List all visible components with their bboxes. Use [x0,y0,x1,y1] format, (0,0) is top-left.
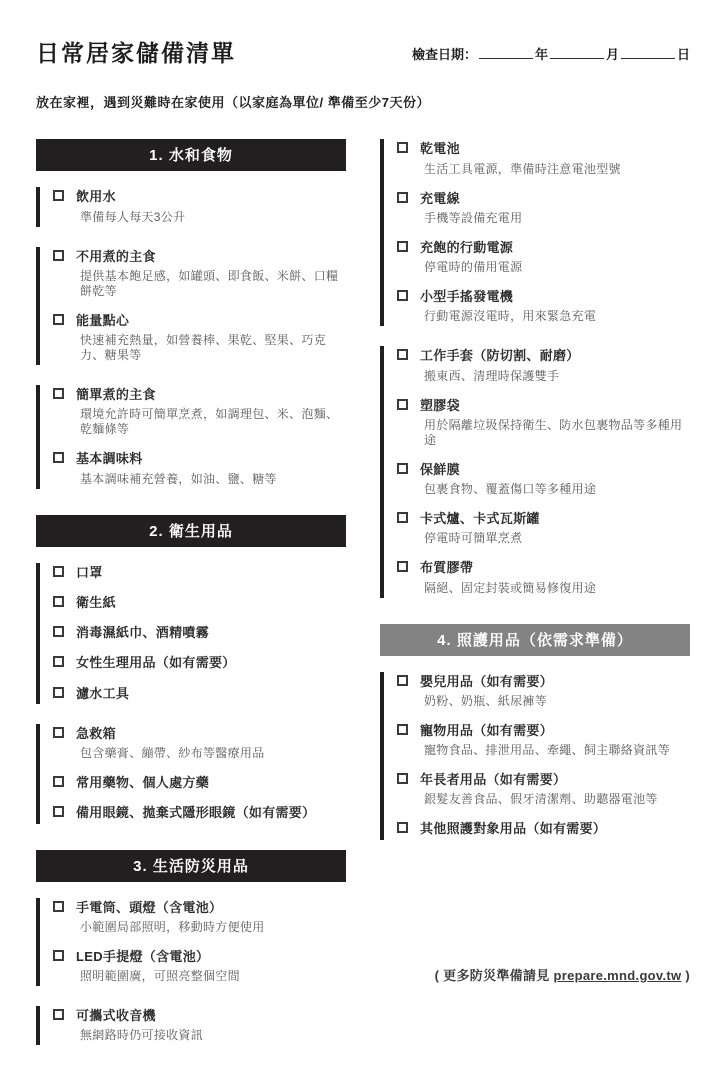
item-title: 手電筒、頭燈（含電池） [76,899,223,915]
item-desc: 生活工具電源，準備時注意電池型號 [424,161,621,176]
checkbox[interactable] [397,192,408,203]
checklist-item [397,674,690,709]
checklist-group [36,187,346,226]
item-title: 備用眼鏡、拋棄式隱形眼鏡（如有需要） [76,805,316,821]
checklist-group [380,346,690,597]
checklist-item-row [53,595,346,611]
checklist-item-row [397,289,690,305]
checklist-item-row [397,821,690,837]
item-title: 塑膠袋 [420,397,460,413]
checkbox[interactable] [53,950,64,961]
group-accent-bar [36,563,40,704]
checklist-item-row [397,141,690,157]
subtitle: 放在家裡，遇到災難時在家使用（以家庭為單位/ 準備至少7天份） [36,95,430,111]
checkbox[interactable] [397,561,408,572]
group-items [53,247,346,366]
checkbox[interactable] [397,675,408,686]
checklist-item-row [53,313,346,329]
checklist-item-row [53,655,346,671]
item-title: 能量點心 [76,312,130,328]
checklist-group [380,672,690,840]
item-title: 濾水工具 [76,685,130,701]
date-month-blank [550,47,604,59]
group-accent-bar [36,385,40,489]
checklist-item-row [53,565,346,581]
page-title: 日常居家儲備清單 [36,40,236,66]
item-desc: 無網路時仍可接收資訊 [80,1028,204,1043]
checklist-group [36,563,346,704]
checklist-group [36,724,346,824]
item-title: 充飽的行動電源 [420,239,514,255]
checklist-item-row [397,191,690,207]
item-desc: 手機等設備充電用 [424,210,523,225]
footer-suffix: ) [681,968,690,983]
checkbox[interactable] [53,596,64,607]
checklist-item [53,625,346,641]
item-desc: 銀髮友善食品、假牙清潔劑、助聽器電池等 [424,792,658,807]
item-desc: 提供基本飽足感，如罐頭、即食飯、米餅、口糧餅乾等 [80,268,339,298]
item-title: 可攜式收音機 [76,1008,156,1024]
footer-link[interactable]: prepare.mnd.gov.tw [553,968,682,983]
item-desc: 隔絕、固定封裝或簡易修復用途 [424,580,597,595]
group-accent-bar [36,247,40,366]
item-desc: 停電時的備用電源 [424,260,523,275]
checkbox[interactable] [53,776,64,787]
checklist-item [397,141,690,176]
section-header: 1. 水和食物 [36,139,346,171]
checklist-item [397,560,690,595]
item-title: 常用藥物、個人處方藥 [76,775,210,791]
checkbox[interactable] [397,773,408,784]
checkbox[interactable] [397,463,408,474]
group-items [53,385,346,489]
checklist-item-row [397,240,690,256]
checkbox[interactable] [53,452,64,463]
checkbox[interactable] [397,349,408,360]
group-items [53,563,346,704]
item-title: 小型手搖發電機 [420,289,514,305]
section-header: 2. 衛生用品 [36,515,346,547]
checklist-columns [36,139,690,1065]
inspection-date-line [412,44,690,66]
checklist-item [397,348,690,383]
document-header [36,40,690,66]
checklist-item-row [397,723,690,739]
checklist-item [397,511,690,546]
checklist-item-row [53,1008,346,1024]
item-desc: 用於隔離垃圾保持衛生、防水包裹物品等多種用途 [424,417,683,447]
checkbox[interactable] [53,806,64,817]
checklist-item-row [397,560,690,576]
checklist-item-row [53,775,346,791]
checklist-item [53,1008,346,1043]
section-header: 3. 生活防災用品 [36,850,346,882]
checklist-item-row [397,772,690,788]
checkbox[interactable] [397,724,408,735]
item-title: 嬰兒用品（如有需要） [420,673,554,689]
checkbox[interactable] [53,901,64,912]
checkbox[interactable] [53,656,64,667]
checkbox[interactable] [397,142,408,153]
checklist-item-row [53,949,346,965]
item-title: 保鮮膜 [420,461,460,477]
group-items [397,672,690,840]
checkbox[interactable] [53,190,64,201]
checklist-group [36,385,346,489]
item-title: 衛生紙 [76,594,116,610]
checklist-item [53,595,346,611]
item-title: 年長者用品（如有需要） [420,772,567,788]
item-title: LED手提燈（含電池） [76,948,210,964]
item-title: 寵物用品（如有需要） [420,722,554,738]
checklist-item [397,191,690,226]
group-accent-bar [36,898,40,987]
date-day-blank [621,47,675,59]
checklist-item-row [53,249,346,265]
group-items [53,724,346,824]
group-items [53,1006,346,1045]
checklist-item-row [397,511,690,527]
section-header: 4. 照護用品（依需求準備） [380,624,690,656]
item-title: 女性生理用品（如有需要） [76,655,236,671]
checklist-item [53,451,346,486]
checkbox[interactable] [397,399,408,410]
checklist-item-row [53,387,346,403]
group-accent-bar [380,672,384,840]
checkbox[interactable] [53,626,64,637]
checklist-item [397,289,690,324]
checkbox[interactable] [397,241,408,252]
checklist-item-row [397,398,690,414]
checklist-item-row [53,726,346,742]
checklist-item-row [397,348,690,364]
item-desc: 快速補充熱量，如營養棒、果乾、堅果、巧克力、糖果等 [80,333,327,363]
checklist-group [36,247,346,366]
checklist-item-row [53,900,346,916]
checklist-item [53,900,346,935]
item-title: 急救箱 [76,725,116,741]
item-desc: 準備每人每天3公升 [80,209,186,224]
group-accent-bar [380,346,384,597]
item-desc: 包裹食物、覆蓋傷口等多種用途 [424,482,597,497]
checkbox[interactable] [397,290,408,301]
footer-note [435,965,690,984]
item-title: 卡式爐、卡式瓦斯罐 [420,511,540,527]
item-desc: 停電時可簡單烹煮 [424,531,523,546]
checklist-item [397,723,690,758]
date-month-suffix: 月 [605,47,619,63]
checklist-item [53,655,346,671]
item-desc: 小範圍局部照明，移動時方便使用 [80,919,265,934]
checklist-item [53,726,346,761]
date-day-suffix: 日 [676,47,690,63]
checklist-item [53,805,346,821]
checkbox[interactable] [397,512,408,523]
checklist-item-row [53,625,346,641]
checklist-item [53,249,346,299]
checklist-item [53,387,346,437]
checkbox[interactable] [53,250,64,261]
checkbox[interactable] [53,727,64,738]
item-title: 簡單煮的主食 [76,387,156,403]
checkbox[interactable] [53,687,64,698]
date-year-suffix: 年 [534,47,548,63]
checklist-item [53,686,346,702]
checklist-item-row [397,462,690,478]
item-title: 其他照護對象用品（如有需要） [420,821,607,837]
group-items [397,139,690,326]
group-items [53,898,346,987]
item-title: 飲用水 [76,189,116,205]
item-title: 口罩 [76,564,103,580]
item-desc: 寵物食品、排泄用品、牽繩、飼主聯絡資訊等 [424,743,671,758]
checklist-item [397,821,690,837]
item-desc: 環境允許時可簡單烹煮，如調理包、米、泡麵、乾麵條等 [80,407,339,437]
group-accent-bar [36,1006,40,1045]
checklist-item [53,565,346,581]
group-items [397,346,690,597]
checkbox[interactable] [397,822,408,833]
item-title: 布質膠帶 [420,560,474,576]
checkbox[interactable] [53,566,64,577]
checklist-item-row [397,674,690,690]
item-title: 充電線 [420,190,460,206]
group-accent-bar [380,139,384,326]
item-title: 不用煮的主食 [76,248,156,264]
item-desc: 搬東西、清理時保護雙手 [424,368,560,383]
checklist-item [397,240,690,275]
item-title: 乾電池 [420,141,460,157]
group-accent-bar [36,187,40,226]
checklist-item [53,775,346,791]
footer-prefix: ( 更多防災準備請見 [434,968,554,983]
item-desc: 行動電源沒電時，用來緊急充電 [424,309,597,324]
date-year-blank [479,47,533,59]
checklist-group [36,898,346,987]
checklist-group [36,1006,346,1045]
checklist-item-row [53,451,346,467]
item-desc: 包含藥膏、繃帶、紗布等醫療用品 [80,746,265,761]
left-column [36,139,346,1065]
checklist-group [380,139,690,326]
item-title: 基本調味料 [76,451,143,467]
checkbox[interactable] [53,388,64,399]
group-accent-bar [36,724,40,824]
item-title: 消毒濕紙巾、酒精噴霧 [76,625,210,641]
date-label: 檢查日期： [411,47,477,63]
right-column [380,139,690,1065]
checklist-item [53,949,346,984]
checklist-item [397,462,690,497]
checklist-item-row [53,189,346,205]
checklist-item [397,772,690,807]
checkbox[interactable] [53,1009,64,1020]
group-items [53,187,346,226]
item-desc: 照明範圍廣，可照亮整個空間 [80,969,240,984]
checklist-item [397,398,690,448]
item-desc: 基本調味補充營養，如油、鹽、糖等 [80,471,277,486]
item-title: 工作手套（防切割、耐磨） [420,348,580,364]
item-desc: 奶粉、奶瓶、紙尿褲等 [424,693,548,708]
checkbox[interactable] [53,314,64,325]
checklist-item-row [53,686,346,702]
checklist-item-row [53,805,346,821]
checklist-item [53,189,346,224]
checklist-item [53,313,346,363]
